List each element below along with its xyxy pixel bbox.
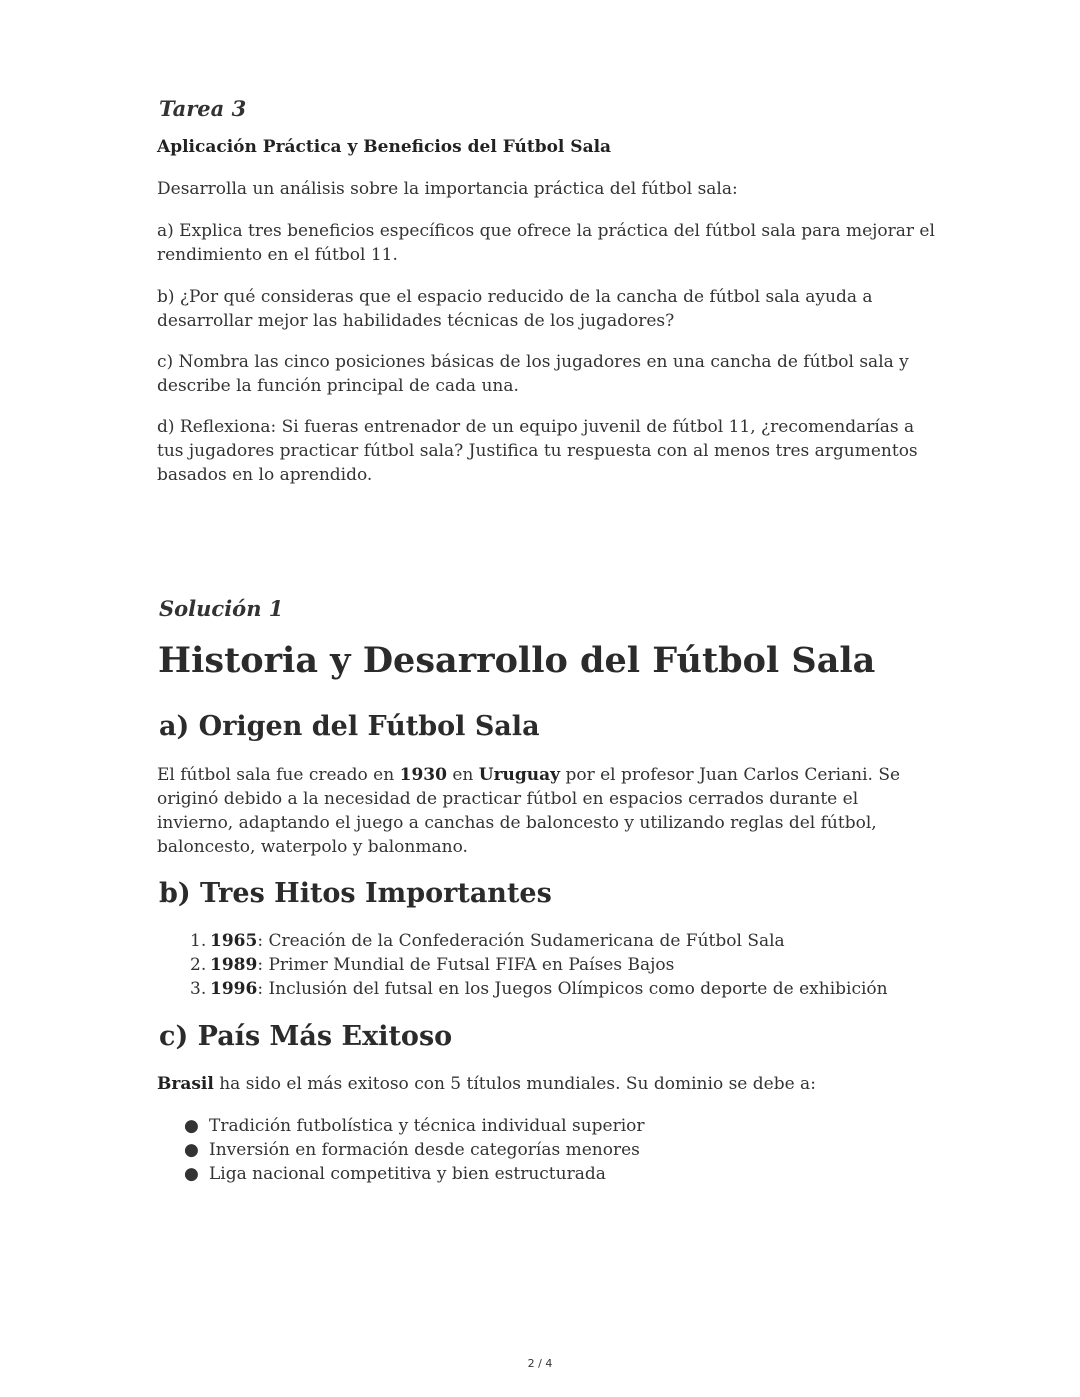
- origin-year: 1930: [399, 765, 447, 785]
- country-name: Brasil: [157, 1074, 214, 1094]
- list-item: 3. 1996: Inclusión del futsal en los Juegos Olímpicos como deporte de exhibición: [190, 979, 888, 999]
- list-item: 2. 1989: Primer Mundial de Futsal FIFA en Países Bajos: [190, 955, 675, 975]
- solution-title: Historia y Desarrollo del Fútbol Sala: [158, 640, 876, 681]
- country-heading: c) País Más Exitoso: [159, 1021, 453, 1052]
- bullet-icon: ●: [184, 1116, 199, 1136]
- milestones-heading: b) Tres Hitos Importantes: [159, 878, 552, 909]
- bullet-icon: ●: [184, 1164, 199, 1184]
- solution-label: Solución 1: [159, 596, 284, 621]
- task-subtitle: Aplicación Práctica y Beneficios del Fútbol Sala: [157, 137, 612, 157]
- task-question-c: c) Nombra las cinco posiciones básicas de los jugadores en una cancha de fútbol sala y describe la función principal de cada una.: [157, 352, 909, 396]
- list-item: ● Tradición futbolística y técnica individual superior: [184, 1116, 645, 1136]
- origin-heading: a) Origen del Fútbol Sala: [159, 711, 540, 742]
- list-item: 1. 1965: Creación de la Confederación Sudamericana de Fútbol Sala: [190, 931, 785, 951]
- task-question-b: b) ¿Por qué consideras que el espacio reducido de la cancha de fútbol sala ayuda a desarrollar mejor las habilidades técnicas de los jugadores?: [157, 287, 873, 331]
- task-label: Tarea 3: [159, 96, 247, 121]
- origin-country: Uruguay: [478, 765, 561, 785]
- bullet-icon: ●: [184, 1140, 199, 1160]
- task-intro: Desarrolla un análisis sobre la importancia práctica del fútbol sala:: [157, 179, 738, 199]
- country-paragraph: Brasil ha sido el más exitoso con 5 títulos mundiales. Su dominio se debe a:: [157, 1074, 816, 1094]
- list-item: ● Inversión en formación desde categorías menores: [184, 1140, 640, 1160]
- task-question-a: a) Explica tres beneficios específicos que ofrece la práctica del fútbol sala para mejorar el rendimiento en el fútbol 11.: [157, 221, 935, 265]
- page-number: 2 / 4: [527, 1357, 553, 1370]
- list-item: ● Liga nacional competitiva y bien estructurada: [184, 1164, 606, 1184]
- task-question-d: d) Reflexiona: Si fueras entrenador de un equipo juvenil de fútbol 11, ¿recomendarías a tus jugadores practicar fútbol sala? Justifica tu respuesta con al menos tres argumentos basados en lo aprendido.: [157, 417, 918, 485]
- origin-paragraph: El fútbol sala fue creado en 1930 en Uruguay por el profesor Juan Carlos Ceriani. Se originó debido a la necesidad de practicar fútbol en espacios cerrados durante el invierno, adaptando el juego a canchas de baloncesto y utilizando reglas del fútbol, baloncesto, waterpolo y balonmano.: [157, 765, 901, 857]
- country-bullets: [184, 1114, 944, 1186]
- milestones-list: [190, 929, 950, 1001]
